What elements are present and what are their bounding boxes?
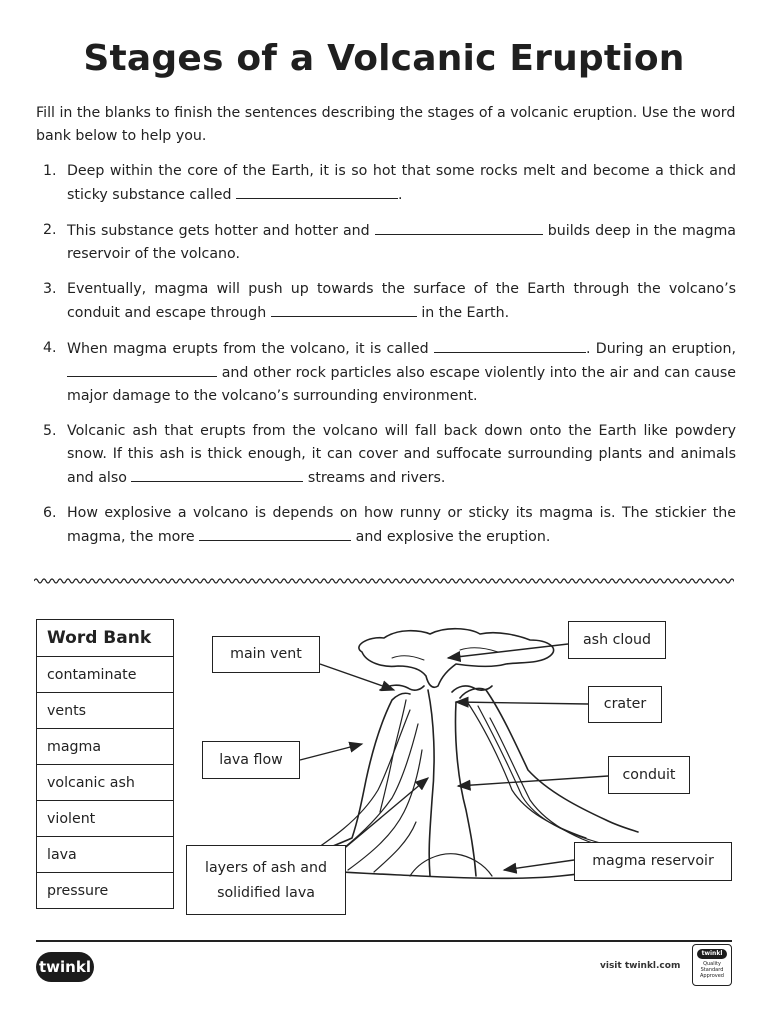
question-number: 2. [43, 222, 57, 238]
question-text: Eventually, magma will push up towards the surface of the Earth through the volcano’s conduit and escape through [67, 281, 736, 321]
question-number: 4. [43, 340, 57, 356]
question-number: 1. [43, 163, 57, 179]
question-text: . During an eruption, [585, 341, 736, 357]
question-text: in the Earth. [416, 305, 510, 321]
question-text: When magma erupts from the volcano, it is called [67, 341, 434, 357]
label-ash-cloud: ash cloud [568, 621, 666, 659]
label-layers-line1: layers of ash and [205, 860, 327, 876]
question-text: Volcanic ash that erupts from the volcano will fall back down onto the Earth like powdery snow. If this ash is thick enough, it can cover and suffocate surrounding plants and animals and also [67, 423, 736, 486]
question-number: 6. [43, 505, 57, 521]
page-title: Stages of a Volcanic Eruption [83, 38, 685, 79]
question-text: This substance gets hotter and hotter and [67, 223, 375, 239]
word-bank-item: vents [37, 693, 174, 729]
twinkl-logo: twinkl [36, 952, 94, 982]
label-lava-flow: lava flow [202, 741, 300, 779]
ash-cloud-shape [359, 629, 554, 688]
word-bank-item: volcanic ash [37, 765, 174, 801]
badge-logo: twinkl [697, 949, 727, 959]
badge-line2: Approved [700, 973, 724, 979]
question-text: Deep within the core of the Earth, it is so hot that some rocks melt and become a thick and sticky substance called [67, 163, 736, 203]
label-magma-reservoir: magma reservoir [574, 842, 732, 881]
question-number: 5. [43, 423, 57, 439]
badge-line1: Quality Standard [700, 961, 724, 973]
question-text: streams and rivers. [303, 470, 446, 486]
label-crater: crater [588, 686, 662, 723]
word-bank-item: violent [37, 801, 174, 837]
volcano-outline [282, 693, 410, 868]
word-bank-item: magma [37, 729, 174, 765]
question-text: How explosive a volcano is depends on how runny or sticky its magma is. The stickier the magma, the more [67, 505, 736, 545]
word-bank-heading: Word Bank [37, 620, 174, 657]
visit-link[interactable]: visit twinkl.com [600, 961, 681, 971]
question-text: and explosive the eruption. [351, 529, 551, 545]
question-number: 3. [43, 281, 57, 297]
question-text: . [398, 187, 403, 203]
question-text: and other rock particles also escape violently into the air and can cause major damage to the volcano’s surrounding environment. [67, 365, 736, 404]
quality-badge [692, 944, 732, 986]
word-bank-item: contaminate [37, 657, 174, 693]
conduit-shape [428, 690, 434, 876]
question-text: builds deep in the magma reservoir of the volcano. [67, 223, 736, 262]
label-conduit: conduit [608, 756, 690, 794]
word-bank-item: lava [37, 837, 174, 873]
label-layers-line2: solidified lava [217, 885, 315, 901]
instructions: Fill in the blanks to finish the sentences describing the stages of a volcanic eruption. Use the word bank below to help you. [36, 105, 736, 144]
label-main-vent: main vent [212, 636, 320, 673]
label-layers [186, 845, 346, 915]
word-bank-item: pressure [37, 873, 174, 909]
footer-divider [36, 940, 732, 942]
